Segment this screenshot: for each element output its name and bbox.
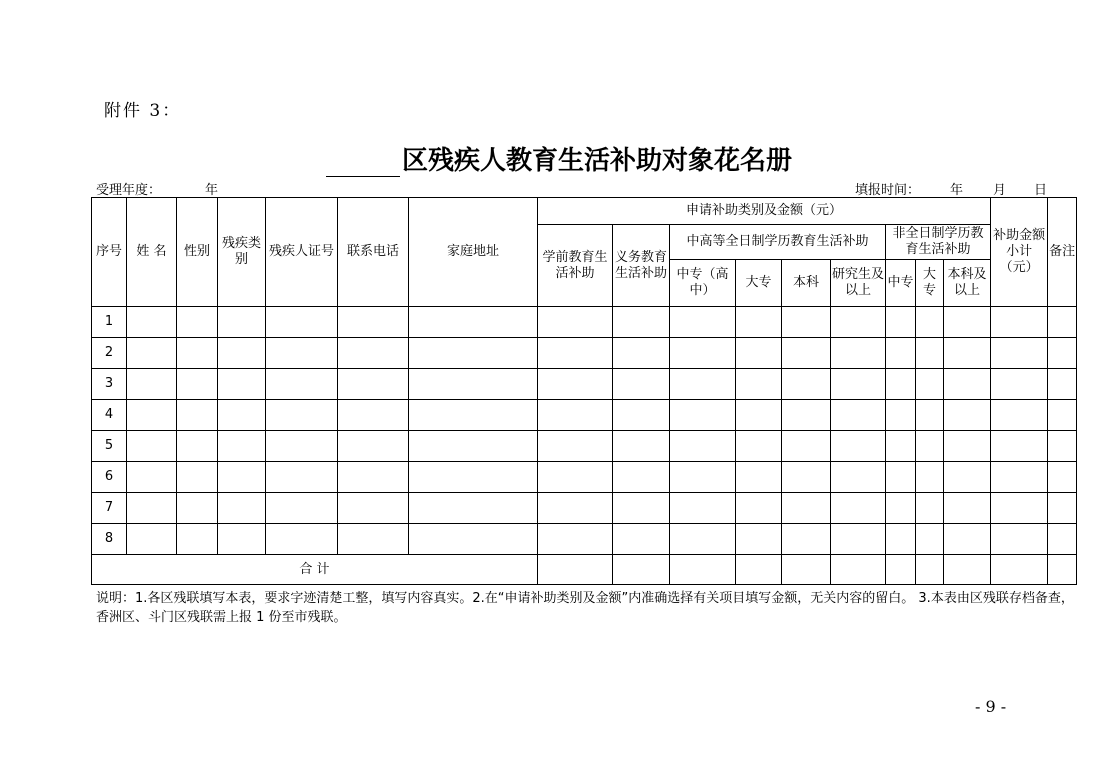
table-cell[interactable] [670, 462, 736, 493]
table-cell[interactable] [782, 462, 831, 493]
table-cell[interactable] [338, 400, 409, 431]
table-cell[interactable] [127, 338, 177, 369]
table-cell[interactable] [1048, 400, 1077, 431]
table-cell[interactable] [218, 431, 266, 462]
table-cell[interactable] [782, 338, 831, 369]
total-cell[interactable] [613, 555, 670, 585]
table-cell[interactable] [218, 400, 266, 431]
table-cell[interactable] [991, 493, 1048, 524]
total-cell[interactable] [916, 555, 944, 585]
table-cell[interactable] [538, 400, 613, 431]
table-cell[interactable] [177, 493, 218, 524]
table-cell[interactable] [218, 462, 266, 493]
header-ft-college: 大专 [736, 260, 782, 307]
table-cell[interactable] [409, 400, 538, 431]
header-disability-cert: 残疾人证号 [266, 198, 338, 307]
total-cell[interactable] [736, 555, 782, 585]
header-pt-secondary: 中专 [886, 260, 916, 307]
table-cell[interactable] [1048, 524, 1077, 555]
table-cell[interactable] [736, 338, 782, 369]
table-cell[interactable] [613, 493, 670, 524]
table-cell[interactable] [886, 369, 916, 400]
header-pt-bachelor: 本科及以上 [944, 260, 991, 307]
district-blank [326, 150, 400, 177]
header-subtotal: 补助金额小计（元） [991, 198, 1048, 307]
table-cell[interactable] [782, 307, 831, 338]
table-cell[interactable] [944, 400, 991, 431]
table-cell[interactable] [886, 462, 916, 493]
table-cell[interactable] [944, 493, 991, 524]
attachment-label: 附件 3： [104, 101, 182, 121]
table-cell[interactable] [670, 431, 736, 462]
table-cell[interactable] [1048, 369, 1077, 400]
table-cell[interactable] [338, 369, 409, 400]
table-cell[interactable] [944, 369, 991, 400]
table-cell[interactable] [736, 369, 782, 400]
table-body [92, 307, 1077, 555]
table-cell[interactable] [886, 493, 916, 524]
header-seq: 序号 [92, 198, 127, 307]
table-cell[interactable] [991, 431, 1048, 462]
table-cell[interactable] [338, 307, 409, 338]
table-cell[interactable] [338, 493, 409, 524]
table-row [92, 338, 1077, 369]
table-cell[interactable] [670, 307, 736, 338]
table-cell[interactable] [613, 431, 670, 462]
table-cell[interactable] [944, 431, 991, 462]
table-cell[interactable] [831, 369, 886, 400]
row-number: 1 [92, 307, 127, 338]
table-cell[interactable] [944, 524, 991, 555]
year-unit: 年 [205, 183, 219, 198]
table-row [92, 400, 1077, 431]
table-cell[interactable] [831, 338, 886, 369]
table-cell[interactable] [670, 400, 736, 431]
table-cell[interactable] [991, 462, 1048, 493]
table-cell[interactable] [266, 493, 338, 524]
page-number: - 9 - [975, 697, 1007, 716]
table-cell[interactable] [338, 338, 409, 369]
table-cell[interactable] [991, 369, 1048, 400]
table-row [92, 493, 1077, 524]
table-cell[interactable] [613, 338, 670, 369]
table-cell[interactable] [177, 524, 218, 555]
table-cell[interactable] [127, 307, 177, 338]
table-cell[interactable] [991, 307, 1048, 338]
total-cell[interactable] [538, 555, 613, 585]
table-cell[interactable] [991, 400, 1048, 431]
table-cell[interactable] [886, 400, 916, 431]
table-cell[interactable] [266, 462, 338, 493]
total-cell[interactable] [1048, 555, 1077, 585]
table-cell[interactable] [177, 338, 218, 369]
table-cell[interactable] [538, 338, 613, 369]
table-cell[interactable] [670, 338, 736, 369]
header-subsidy-group: 申请补助类别及金额（元） [538, 198, 991, 225]
total-cell[interactable] [782, 555, 831, 585]
table-cell[interactable] [886, 307, 916, 338]
table-cell[interactable] [886, 338, 916, 369]
table-row [92, 369, 1077, 400]
table-cell[interactable] [831, 462, 886, 493]
table-cell[interactable] [538, 431, 613, 462]
table-row [92, 524, 1077, 555]
table-cell[interactable] [409, 431, 538, 462]
table-cell[interactable] [409, 369, 538, 400]
table-cell[interactable] [538, 462, 613, 493]
table-cell[interactable] [916, 369, 944, 400]
table-cell[interactable] [991, 338, 1048, 369]
table-cell[interactable] [916, 524, 944, 555]
header-pt-college: 大专 [916, 260, 944, 307]
table-cell[interactable] [831, 524, 886, 555]
table-cell[interactable] [338, 524, 409, 555]
header-name: 姓 名 [127, 198, 177, 307]
table-cell[interactable] [218, 307, 266, 338]
total-cell[interactable] [886, 555, 916, 585]
table-cell[interactable] [916, 307, 944, 338]
table-cell[interactable] [409, 493, 538, 524]
table-cell[interactable] [736, 400, 782, 431]
table-cell[interactable] [1048, 462, 1077, 493]
table-cell[interactable] [266, 524, 338, 555]
table-cell[interactable] [736, 462, 782, 493]
table-cell[interactable] [218, 338, 266, 369]
table-cell[interactable] [670, 493, 736, 524]
table-cell[interactable] [409, 524, 538, 555]
table-cell[interactable] [886, 524, 916, 555]
table-cell[interactable] [782, 493, 831, 524]
header-disability-type: 残疾类别 [218, 198, 266, 307]
table-cell[interactable] [916, 400, 944, 431]
table-cell[interactable] [177, 369, 218, 400]
header-address: 家庭地址 [409, 198, 538, 307]
total-cell[interactable] [670, 555, 736, 585]
page-title [326, 140, 792, 177]
table-cell[interactable] [916, 462, 944, 493]
header-remark: 备注 [1048, 198, 1077, 307]
row-number: 5 [92, 431, 127, 462]
table-cell[interactable] [266, 400, 338, 431]
row-number: 6 [92, 462, 127, 493]
table-cell[interactable] [782, 369, 831, 400]
table-cell[interactable] [177, 400, 218, 431]
table-cell[interactable] [266, 431, 338, 462]
table-cell[interactable] [613, 400, 670, 431]
table-cell[interactable] [991, 524, 1048, 555]
roster-table [91, 197, 1077, 585]
table-cell[interactable] [831, 307, 886, 338]
header-compulsory: 义务教育生活补助 [613, 225, 670, 307]
table-row [92, 431, 1077, 462]
table-cell[interactable] [127, 369, 177, 400]
table-cell[interactable] [177, 307, 218, 338]
table-cell[interactable] [831, 493, 886, 524]
header-phone: 联系电话 [338, 198, 409, 307]
table-cell[interactable] [338, 462, 409, 493]
table-cell[interactable] [916, 431, 944, 462]
total-cell[interactable] [831, 555, 886, 585]
fill-month: 月 [993, 183, 1007, 198]
row-number: 7 [92, 493, 127, 524]
table-cell[interactable] [177, 462, 218, 493]
table-cell[interactable] [736, 524, 782, 555]
table-cell[interactable] [538, 524, 613, 555]
row-number: 3 [92, 369, 127, 400]
table-cell[interactable] [218, 493, 266, 524]
table-cell[interactable] [736, 431, 782, 462]
table-cell[interactable] [538, 307, 613, 338]
header-gender: 性别 [177, 198, 218, 307]
fill-time-label: 填报时间： [855, 183, 921, 198]
table-cell[interactable] [886, 431, 916, 462]
total-cell[interactable] [991, 555, 1048, 585]
table-cell[interactable] [127, 431, 177, 462]
table-cell[interactable] [266, 338, 338, 369]
table-cell[interactable] [218, 524, 266, 555]
row-number: 8 [92, 524, 127, 555]
table-cell[interactable] [177, 431, 218, 462]
table-cell[interactable] [538, 369, 613, 400]
table-cell[interactable] [613, 369, 670, 400]
header-fulltime-group: 中高等全日制学历教育生活补助 [670, 225, 886, 260]
table-row [92, 462, 1077, 493]
table-cell[interactable] [1048, 493, 1077, 524]
table-cell[interactable] [831, 400, 886, 431]
fill-time [855, 179, 1047, 198]
table-cell[interactable] [831, 431, 886, 462]
table-cell[interactable] [127, 524, 177, 555]
header-ft-secondary: 中专（高中） [670, 260, 736, 307]
table-row [92, 307, 1077, 338]
fill-day: 日 [1034, 183, 1048, 198]
note-text: 说明：1.各区残联填写本表，要求字迹清楚工整，填写内容真实。2.在“申请补助类别及金额”内准确选择有关项目填写金额，无关内容的留白。 3.本表由区残联存档备查，香洲区、斗门区残联需上报 1 份至市残联。 [96, 591, 1074, 625]
table-cell[interactable] [409, 338, 538, 369]
table-cell[interactable] [782, 431, 831, 462]
table-cell[interactable] [538, 493, 613, 524]
table-cell[interactable] [338, 431, 409, 462]
table-cell[interactable] [670, 369, 736, 400]
table-cell[interactable] [944, 338, 991, 369]
table-cell[interactable] [670, 524, 736, 555]
table-cell[interactable] [916, 493, 944, 524]
table-cell[interactable] [613, 524, 670, 555]
header-ft-bachelor: 本科 [782, 260, 831, 307]
table-cell[interactable] [613, 462, 670, 493]
table-cell[interactable] [409, 307, 538, 338]
table-cell[interactable] [266, 307, 338, 338]
table-cell[interactable] [736, 493, 782, 524]
row-number: 2 [92, 338, 127, 369]
title-text: 区残疾人教育生活补助对象花名册 [402, 146, 793, 176]
fill-year: 年 [950, 183, 964, 198]
table-cell[interactable] [127, 493, 177, 524]
acceptance-year [96, 179, 218, 198]
table-cell[interactable] [218, 369, 266, 400]
header-ft-graduate: 研究生及以上 [831, 260, 886, 307]
table-cell[interactable] [944, 462, 991, 493]
table-cell[interactable] [944, 307, 991, 338]
table-cell[interactable] [782, 524, 831, 555]
table-cell[interactable] [1048, 338, 1077, 369]
header-preschool: 学前教育生活补助 [538, 225, 613, 307]
table-cell[interactable] [613, 307, 670, 338]
header-parttime-group: 非全日制学历教育生活补助 [886, 225, 991, 260]
table-cell[interactable] [266, 369, 338, 400]
table-cell[interactable] [782, 400, 831, 431]
table-cell[interactable] [127, 462, 177, 493]
table-cell[interactable] [409, 462, 538, 493]
total-cell[interactable] [944, 555, 991, 585]
year-label: 受理年度： [96, 183, 162, 198]
table-cell[interactable] [127, 400, 177, 431]
row-number: 4 [92, 400, 127, 431]
table-cell[interactable] [916, 338, 944, 369]
table-cell[interactable] [1048, 431, 1077, 462]
table-cell[interactable] [1048, 307, 1077, 338]
table-cell[interactable] [736, 307, 782, 338]
total-label: 合 计 [92, 555, 538, 585]
